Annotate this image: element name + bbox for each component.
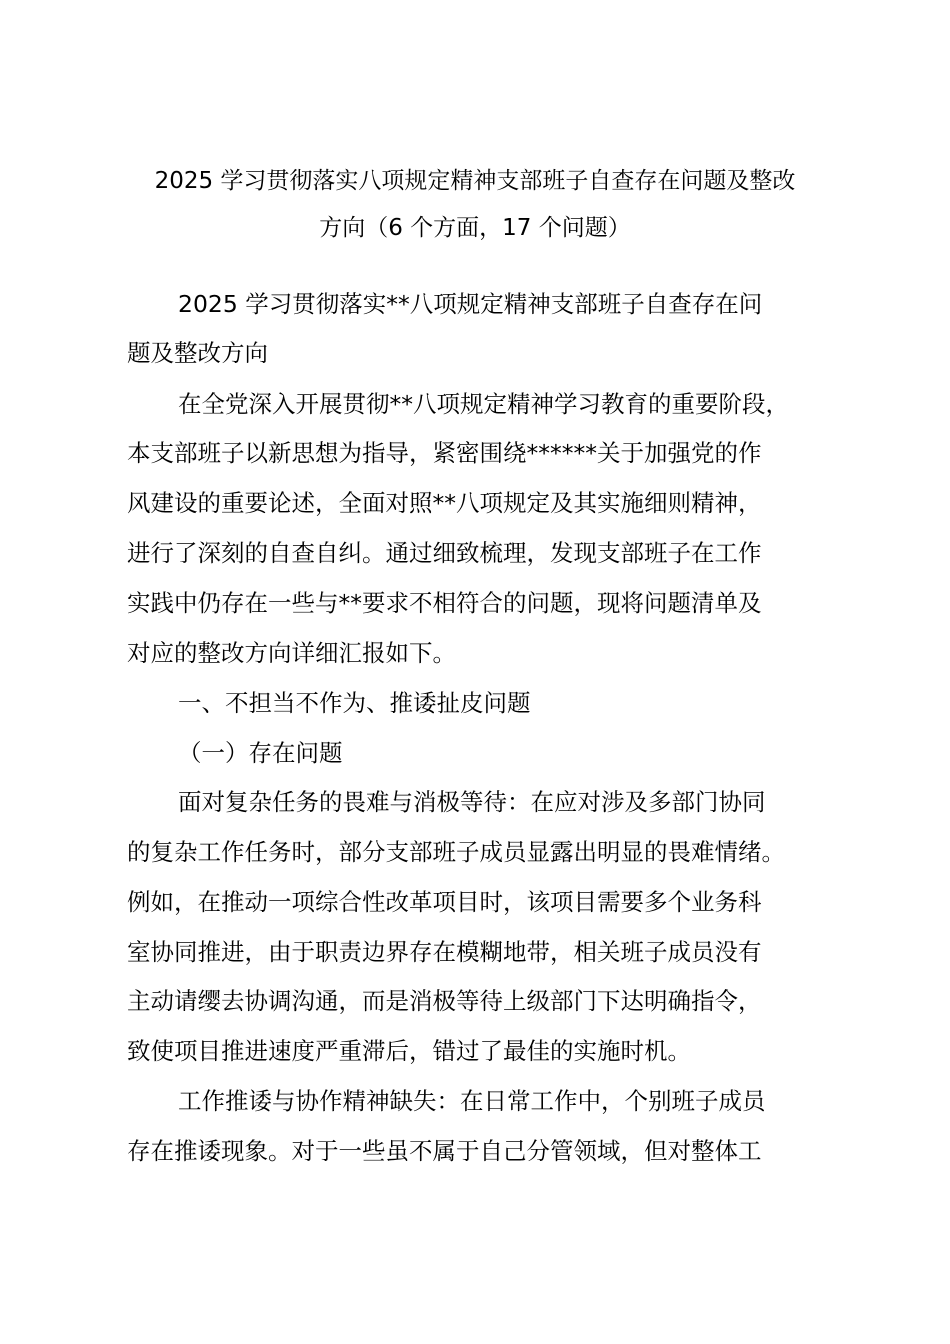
subtitle-line-1: 2025 学习贯彻落实**八项规定精神支部班子自查存在问 — [178, 290, 763, 318]
intro-line-4: 进行了深刻的自查自纠。通过细致梳理，发现支部班子在工作 — [127, 539, 762, 567]
document-title-line-2: 方向（6 个方面，17 个问题） — [319, 215, 631, 241]
paragraph-1-line-1: 面对复杂任务的畏难与消极等待：在应对涉及多部门协同 — [178, 788, 766, 816]
paragraph-1-line-6: 致使项目推进速度严重滞后，错过了最佳的实施时机。 — [127, 1037, 691, 1065]
paragraph-1-line-5: 主动请缨去协调沟通，而是消极等待上级部门下达明确指令， — [127, 987, 762, 1015]
intro-line-6: 对应的整改方向详细汇报如下。 — [127, 639, 456, 667]
intro-line-1: 在全党深入开展贯彻**八项规定精神学习教育的重要阶段， — [178, 390, 789, 418]
intro-line-5: 实践中仍存在一些与**要求不相符合的问题，现将问题清单及 — [127, 589, 762, 617]
paragraph-2-line-2: 存在推诿现象。对于一些虽不属于自己分管领域，但对整体工 — [127, 1137, 762, 1165]
paragraph-1-line-2: 的复杂工作任务时，部分支部班子成员显露出明显的畏难情绪。 — [127, 838, 785, 866]
intro-line-3: 风建设的重要论述，全面对照**八项规定及其实施细则精神， — [127, 489, 762, 517]
subtitle-line-2: 题及整改方向 — [127, 339, 268, 367]
document-title-line-1: 2025 学习贯彻落实八项规定精神支部班子自查存在问题及整改 — [154, 168, 796, 194]
intro-line-2: 本支部班子以新思想为指导，紧密围绕******关于加强党的作 — [127, 439, 762, 467]
section-1-heading: 一、不担当不作为、推诿扯皮问题 — [178, 689, 531, 717]
paragraph-2-line-1: 工作推诿与协作精神缺失：在日常工作中，个别班子成员 — [178, 1087, 766, 1115]
section-1-sub-heading: （一）存在问题 — [178, 739, 343, 767]
paragraph-1-line-3: 例如，在推动一项综合性改革项目时，该项目需要多个业务科 — [127, 888, 762, 916]
paragraph-1-line-4: 室协同推进，由于职责边界存在模糊地带，相关班子成员没有 — [127, 938, 762, 966]
